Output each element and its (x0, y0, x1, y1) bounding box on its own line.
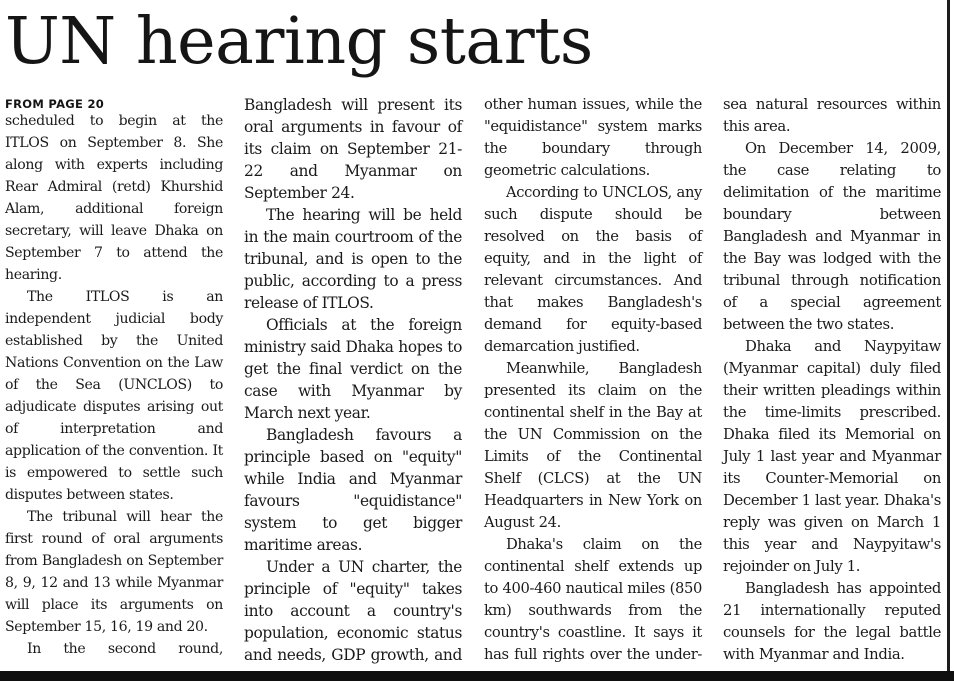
article-paragraph: The ITLOS is an independent judicial body established by the United Nations Convention on the Law of the Sea (UNCLOS) to adjudicate disputes arising out of interpretation and application of the convention. It is empowered to settle such disputes between states. (5, 289, 223, 503)
article-paragraph: On December 14, 2009, the case relating to delimitation of the maritime boundary between Bangladesh and Myanmar in the Bay was lodged with the tribunal through notification of a special agreement between the two states. (723, 140, 941, 333)
article-paragraph: Meanwhile, Bangladesh presented its claim on the continental shelf in the Bay at the UN Commission on the Limits of the Continental Shelf (CLCS) at the UN Headquarters in New York on August 24. (484, 360, 702, 531)
article-paragraph: Under a UN charter, the principle of "equity" takes into account a country's population, economic status and needs, GDP growth, and (244, 558, 462, 664)
article-column-1 (5, 110, 223, 670)
page-edge-rule (947, 0, 950, 672)
article-paragraph: sea natural resources within this area. (723, 96, 941, 135)
article-paragraph: Bangladesh favours a principle based on "equity" while India and Myanmar favours "equidistance" system to get bigger maritime areas. (244, 426, 462, 554)
article-column-4 (723, 94, 941, 670)
article-paragraph: Bangladesh will present its oral arguments in favour of its claim on September 21-22 and Myanmar on September 24. (244, 96, 462, 202)
page-bottom-edge (0, 671, 954, 681)
article-paragraph: other human issues, while the "equidistance" system marks the boundary through geometric calculations. (484, 96, 702, 179)
article-column-2 (244, 94, 462, 670)
article-paragraph: Dhaka and Naypyitaw (Myanmar capital) duly filed their written pleadings within the time-limits prescribed. Dhaka filed its Memorial on July 1 last year and Myanmar its Counter-Memorial on December 1 last year. Dhaka's reply was given on March 1 this year and Naypyitaw's rejoinder on July 1. (723, 338, 941, 575)
article-paragraph: scheduled to begin at the ITLOS on September 8. She along with experts including Rear Admiral (retd) Khurshid Alam, additional foreign secretary, will leave Dhaka on September 7 to attend the hearing. (5, 113, 223, 283)
continuation-kicker: FROM PAGE 20 (5, 97, 105, 111)
article-paragraph: The hearing will be held in the main courtroom of the tribunal, and is open to the public, according to a press release of ITLOS. (244, 206, 462, 312)
article-paragraph: In the second round, (27, 641, 223, 657)
article-paragraph: According to UNCLOS, any such dispute should be resolved on the basis of equity, and in the light of relevant circumstances. And that makes Bangladesh's demand for equity-based demarcation justified. (484, 184, 702, 355)
article-paragraph: Officials at the foreign ministry said Dhaka hopes to get the final verdict on the case with Myanmar by March next year. (244, 316, 462, 422)
article-column-3 (484, 94, 702, 670)
article-paragraph: The tribunal will hear the first round of oral arguments from Bangladesh on September 8, 9, 12 and 13 while Myanmar will place its arguments on September 15, 16, 19 and 20. (5, 509, 223, 635)
headline: UN hearing starts (5, 4, 593, 79)
article-paragraph: Bangladesh has appointed 21 internationally reputed counsels for the legal battle with Myanmar and India. (723, 580, 941, 663)
article-paragraph: Dhaka's claim on the continental shelf extends up to 400-460 nautical miles (850 km) southwards from the country's coastline. It says it has full rights over the under- (484, 536, 702, 663)
